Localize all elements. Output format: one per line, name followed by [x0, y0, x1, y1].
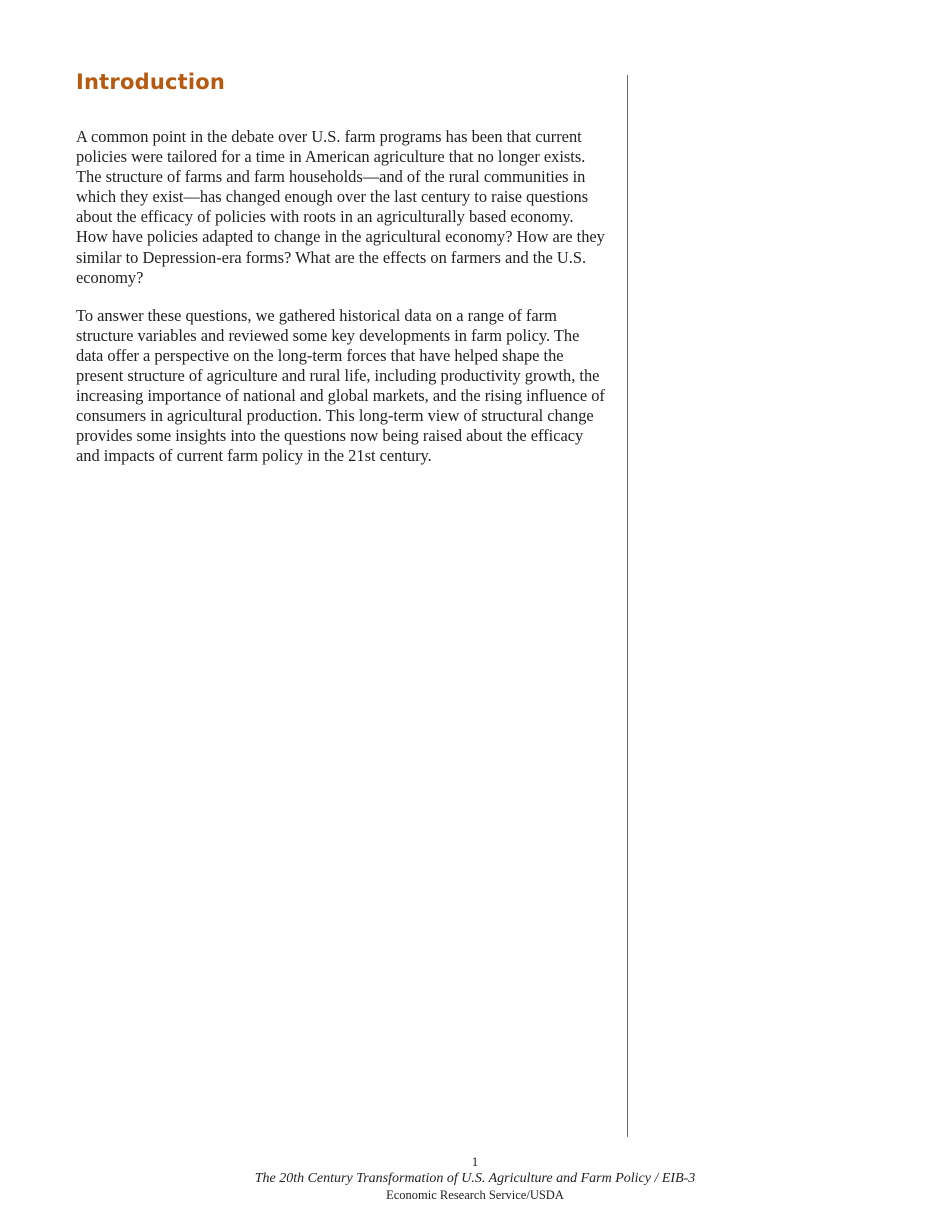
body-text: [76, 127, 608, 485]
paragraph-1: A common point in the debate over U.S. farm programs has been that current policies were tailored for a time in American agriculture that no longer exists. The structure of farms and farm households—and of the rural communities in which they exist—has changed enough over the last century to raise questions about the efficacy of policies with roots in an agriculturally based economy. How have policies adapted to change in the agricultural economy? How are they similar to Depression-era forms? What are the effects on farmers and the U.S. economy?: [76, 127, 605, 287]
page-heading: Introduction: [76, 70, 226, 94]
page-footer: [0, 1154, 950, 1203]
publisher-name: Economic Research Service/USDA: [386, 1188, 564, 1202]
column-divider: [627, 75, 628, 1137]
publication-title: The 20th Century Transformation of U.S. Agriculture and Farm Policy / EIB-3: [254, 1171, 696, 1186]
paragraph-2: To answer these questions, we gathered historical data on a range of farm structure variables and reviewed some key developments in farm policy. The data offer a perspective on the long-term forces that have helped shape the present structure of agriculture and rural life, including productivity growth, the increasing importance of national and global markets, and the rising influence of consumers in agricultural production. This long-term view of structural change provides some insights into the questions now being raised about the efficacy and impacts of current farm policy in the 21st century.: [76, 305, 605, 466]
page-number: 1: [471, 1154, 479, 1169]
